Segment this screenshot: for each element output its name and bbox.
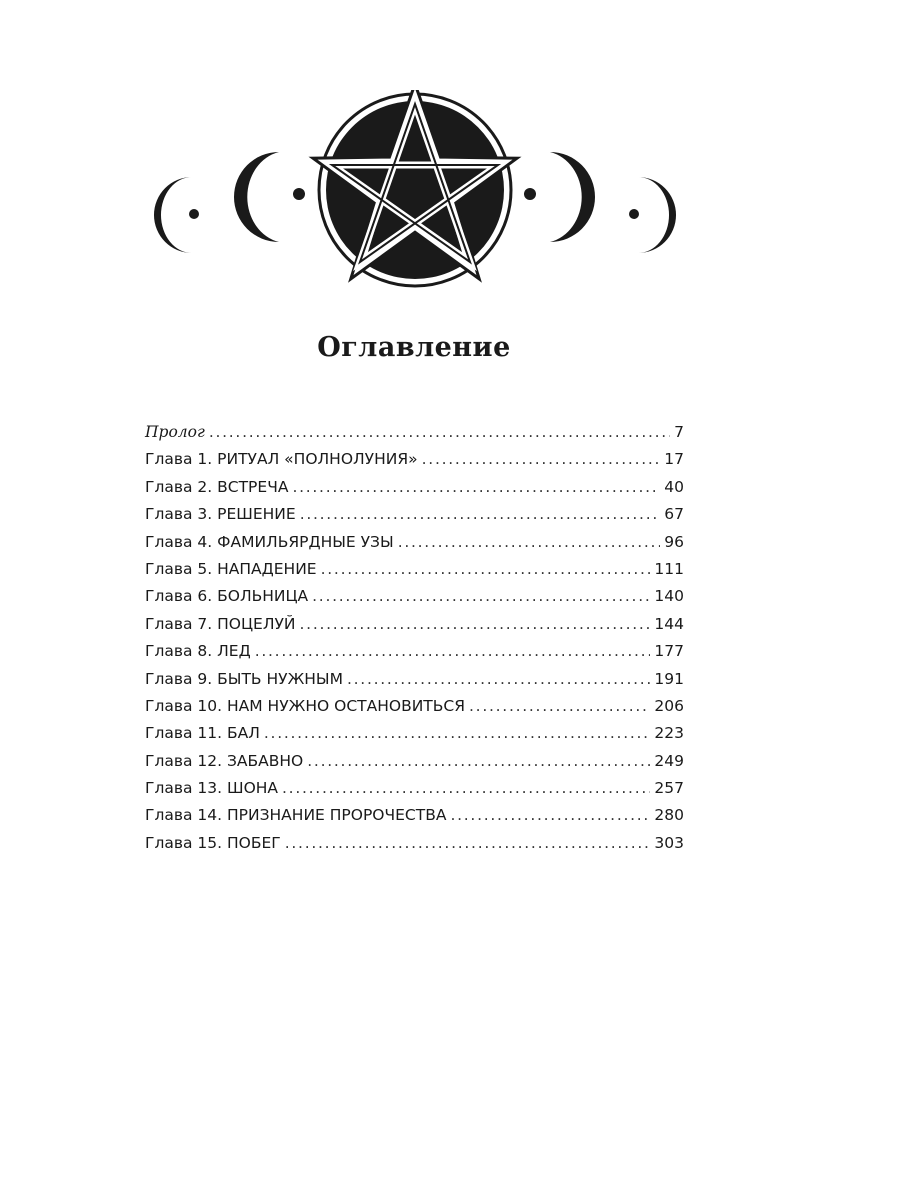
toc-entry-page-number: 17 [664, 450, 684, 469]
toc-entry[interactable] [145, 666, 684, 693]
dot-leader [300, 501, 661, 528]
toc-entry-page-number: 140 [654, 587, 684, 606]
toc-entry-title: Глава 15. ПОБЕГ [145, 833, 281, 852]
left-outer-dot-icon [189, 209, 199, 219]
toc-entry-title: Глава 3. РЕШЕНИЕ [145, 505, 296, 524]
dot-leader [255, 638, 651, 665]
toc-entry-title: Глава 5. НАПАДЕНИЕ [145, 559, 317, 578]
toc-entry[interactable] [145, 446, 684, 473]
dot-leader [422, 446, 661, 473]
toc-entry-page-number: 40 [664, 477, 684, 496]
toc-entry-title: Глава 6. БОЛЬНИЦА [145, 587, 309, 606]
table-of-contents [145, 419, 684, 857]
right-inner-dot-icon [524, 188, 536, 200]
toc-entry-page-number: 249 [654, 751, 684, 770]
toc-entry[interactable] [145, 529, 684, 556]
toc-entry-page-number: 144 [654, 614, 684, 633]
dot-leader [307, 748, 650, 775]
toc-entry-page-number: 7 [674, 423, 684, 441]
toc-entry[interactable] [145, 693, 684, 720]
left-wide-crescent-icon [234, 152, 279, 242]
toc-entry-page-number: 257 [654, 779, 684, 798]
toc-entry-title: Глава 12. ЗАБАВНО [145, 751, 304, 770]
toc-entry-title: Глава 13. ШОНА [145, 779, 279, 798]
toc-entry[interactable] [145, 474, 684, 501]
dot-leader [469, 693, 650, 720]
toc-entry[interactable] [145, 556, 684, 583]
toc-entry-title: Глава 1. РИТУАЛ «ПОЛНОЛУНИЯ» [145, 450, 418, 469]
triple-moon-pentacle-icon [140, 90, 690, 290]
dot-leader [264, 720, 651, 747]
dot-leader [285, 830, 651, 857]
toc-entry-title: Глава 10. НАМ НУЖНО ОСТАНОВИТЬСЯ [145, 696, 466, 715]
dot-leader [282, 775, 650, 802]
toc-entry[interactable] [145, 419, 684, 446]
toc-entry-page-number: 96 [664, 532, 684, 551]
toc-entry-title: Пролог [145, 423, 205, 441]
dot-leader [300, 611, 651, 638]
dot-leader [209, 419, 670, 446]
toc-entry-page-number: 223 [654, 724, 684, 743]
toc-entry-title: Глава 11. БАЛ [145, 724, 260, 743]
toc-entry-page-number: 67 [664, 505, 684, 524]
toc-entry[interactable] [145, 611, 684, 638]
right-wide-crescent-icon [550, 152, 595, 242]
toc-entry[interactable] [145, 802, 684, 829]
toc-entry-page-number: 177 [654, 642, 684, 661]
toc-entry-title: Глава 9. БЫТЬ НУЖНЫМ [145, 669, 343, 688]
toc-entry-title: Глава 7. ПОЦЕЛУЙ [145, 614, 296, 633]
page-title: Оглавление [317, 332, 511, 363]
toc-entry[interactable] [145, 830, 684, 857]
toc-entry-title: Глава 14. ПРИЗНАНИЕ ПРОРОЧЕСТВА [145, 806, 447, 825]
toc-entry[interactable] [145, 748, 684, 775]
toc-entry-page-number: 111 [654, 559, 684, 578]
toc-entry[interactable] [145, 638, 684, 665]
dot-leader [347, 666, 650, 693]
left-thin-crescent-icon [154, 177, 192, 253]
toc-entry-title: Глава 4. ФАМИЛЬЯРДНЫЕ УЗЫ [145, 532, 394, 551]
pentacle-icon [319, 94, 511, 286]
toc-entry[interactable] [145, 583, 684, 610]
right-thin-crescent-icon [638, 177, 676, 253]
dot-leader [450, 802, 650, 829]
left-inner-dot-icon [293, 188, 305, 200]
dot-leader [321, 556, 651, 583]
toc-entry-page-number: 206 [654, 696, 684, 715]
dot-leader [312, 583, 650, 610]
toc-entry-title: Глава 8. ЛЕД [145, 642, 251, 661]
toc-entry-title: Глава 2. ВСТРЕЧА [145, 477, 289, 496]
toc-entry-page-number: 303 [654, 833, 684, 852]
toc-entry-page-number: 191 [654, 669, 684, 688]
dot-leader [398, 529, 661, 556]
toc-entry[interactable] [145, 720, 684, 747]
right-outer-dot-icon [629, 209, 639, 219]
toc-entry-page-number: 280 [654, 806, 684, 825]
toc-entry[interactable] [145, 775, 684, 802]
dot-leader [292, 474, 660, 501]
toc-entry[interactable] [145, 501, 684, 528]
